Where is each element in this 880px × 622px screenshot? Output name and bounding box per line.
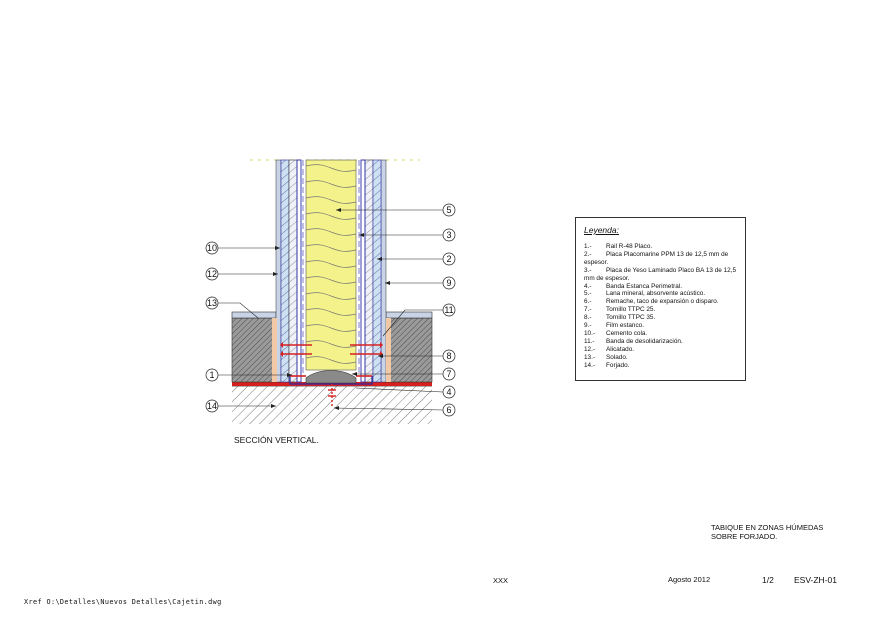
legend-item: 8.- Tornillo TTPC 35.	[584, 314, 656, 322]
callout-11	[443, 304, 455, 316]
legend-item: 10.- Cemento cola.	[584, 329, 648, 337]
legend-title: Leyenda:	[584, 225, 619, 235]
legend-item: 5.- Lana mineral, absorvente acústico.	[584, 290, 706, 298]
callouts-right	[443, 204, 455, 416]
svg-text:12: 12	[206, 269, 218, 280]
svg-text:1: 1	[209, 370, 215, 381]
floor-tile-right	[386, 312, 432, 318]
callout-12	[206, 268, 218, 280]
tile-adhesive-left	[272, 318, 277, 382]
sheet-number: 1/2	[762, 575, 774, 585]
callout-10	[206, 242, 218, 254]
callout-4	[443, 386, 455, 398]
callout-14	[206, 400, 218, 412]
callout-6	[443, 404, 455, 416]
svg-text:3: 3	[446, 230, 452, 241]
svg-text:10: 10	[206, 243, 218, 254]
seal-band	[306, 371, 356, 384]
legend-list	[584, 243, 744, 370]
svg-text:5: 5	[446, 205, 452, 216]
callout-5	[443, 204, 455, 216]
legend-item: 13.- Solado.	[584, 353, 628, 361]
svg-text:4: 4	[446, 387, 452, 398]
callouts-left	[206, 242, 218, 412]
legend-item: 7.- Tornillo TTPC 25.	[584, 306, 656, 314]
callout-13	[206, 297, 218, 309]
legend-item: 3.- Placa de Yeso Laminado Placo BA 13 de 12,5 mm de espesor.	[584, 266, 737, 282]
screed-right	[386, 318, 432, 382]
legend-item: 14.- Forjado.	[584, 361, 630, 369]
callout-8	[443, 350, 455, 362]
svg-text:8: 8	[446, 351, 452, 362]
callout-9	[443, 277, 455, 289]
legend-item: 6.- Remache, taco de expansión o disparo.	[584, 298, 719, 306]
drawing-title-line2: SOBRE FORJADO.	[711, 532, 778, 541]
date-field: Agosto 2012	[668, 575, 711, 584]
svg-text:9: 9	[446, 278, 452, 289]
svg-text:7: 7	[446, 369, 452, 380]
screed-left	[232, 318, 276, 382]
legend-item: 12.- Alicatado.	[584, 345, 635, 353]
board-ba13-left	[289, 160, 297, 382]
svg-text:13: 13	[206, 298, 218, 309]
stud-right	[361, 160, 365, 382]
board-ppm-left	[281, 160, 289, 382]
drawing-title-line1: TABIQUE EN ZONAS HÚMEDAS	[711, 523, 824, 532]
section-caption: SECCIÓN VERTICAL.	[234, 435, 319, 445]
svg-text:11: 11	[444, 305, 454, 316]
callout-7	[443, 368, 455, 380]
svg-text:2: 2	[446, 254, 452, 265]
legend-item: 11.- Banda de desolidarización.	[584, 337, 683, 345]
svg-text:6: 6	[446, 405, 452, 416]
board-ppm-right	[373, 160, 381, 382]
legend-item: 2.- Placa Placomarine PPM 13 de 12,5 mm de espesor.	[584, 250, 729, 266]
drawing-code: ESV-ZH-01	[794, 575, 837, 585]
legend-item: 1.- Rail R-48 Placo.	[584, 243, 653, 250]
callout-3	[443, 229, 455, 241]
mineral-wool	[306, 160, 356, 370]
board-ba13-right	[365, 160, 373, 382]
svg-text:14: 14	[206, 401, 218, 412]
xref-path: Xref O:\Detalles\Nuevos Detalles\Cajetin.dwg	[24, 598, 222, 606]
stud-left	[297, 160, 301, 382]
callout-2	[443, 253, 455, 265]
legend-item: 9.- Film estanco.	[584, 322, 645, 330]
wall-tile-right	[381, 160, 386, 382]
callout-1	[206, 369, 218, 381]
author-field: XXX	[493, 576, 509, 585]
legend-box	[575, 217, 746, 381]
legend-item: 4.- Banda Estanca Perimetral.	[584, 282, 683, 290]
